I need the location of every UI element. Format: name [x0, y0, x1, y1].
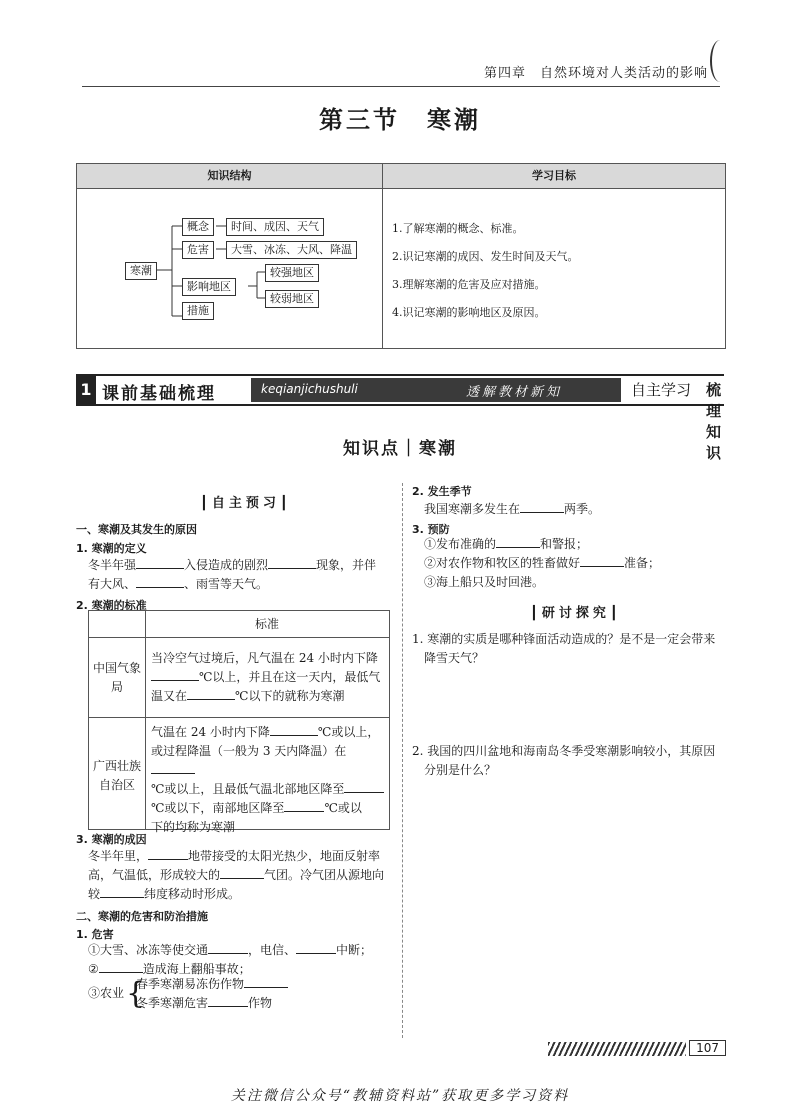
col-header-goals: 学习目标 — [383, 164, 725, 189]
discussion-question-2: 2. 我国的四川盆地和海南岛冬季受寒潮影响较小，其原因 分别是什么？ — [412, 744, 716, 777]
structure-region-strong: 较强地区 — [265, 264, 319, 282]
standard-guangxi-text: 气温在 24 小时内下降 ℃或以上， 或过程降温（一般为 3 天内降温）在 ℃或以上，且最低气温北部地区降至 ℃或以下，南部地区降至 ℃或以 下的均称为寒潮 — [151, 723, 385, 837]
structure-harm-detail: 大雪、冰冻、大风、降温 — [226, 241, 357, 259]
structure-concept: 概念 — [182, 218, 214, 236]
page-title: 第三节 寒潮 — [319, 105, 481, 134]
standard-table-org-col — [89, 611, 146, 829]
goal-item: 4.识记寒潮的影响地区及原因。 — [392, 306, 546, 319]
standard-cma-text: 当冷空气过境后，凡气温在 24 小时内下降 ℃以上，并且在这一天内，最低气 温又在 ℃以下的就称为寒潮 — [151, 651, 381, 703]
discussion-question-1: 1. 寒潮的实质是哪种锋面活动造成的？是不是一定会带来 降雪天气？ — [412, 632, 716, 665]
subheading-prevention: 3. 预防 — [412, 523, 450, 536]
subheading-definition: 1. 寒潮的定义 — [76, 542, 147, 555]
page-number-hatch-decoration — [548, 1042, 686, 1056]
harm-agriculture-label: ③农业 — [88, 986, 125, 1000]
goal-item: 2.识记寒潮的成因、发生时间及天气。 — [392, 250, 579, 263]
structure-diagram-lines — [77, 188, 382, 348]
heading-part-one: 一、寒潮及其发生的原因 — [76, 523, 197, 536]
right-section-head: ┃研讨探究┃ — [530, 606, 622, 621]
subheading-season: 2. 发生季节 — [412, 485, 472, 498]
subheading-cause: 3. 寒潮的成因 — [76, 833, 147, 846]
subheading-harm: 1. 危害 — [76, 928, 114, 941]
page-number: 107 — [689, 1040, 726, 1056]
brace-icon: { — [126, 976, 146, 1011]
banner-number: 1 — [76, 376, 96, 404]
harm-agriculture-items: 春季寒潮易冻伤作物 冬季寒潮危害 作物 — [136, 975, 288, 1013]
structure-region-weak: 较弱地区 — [265, 290, 319, 308]
left-section-head: ┃自主预习┃ — [200, 496, 292, 511]
standard-table-header: 标准 — [254, 617, 279, 631]
knowledge-table — [76, 163, 726, 349]
standard-org-guangxi: 广西壮族自治区 — [92, 759, 141, 792]
season-text: 我国寒潮多发生在 两季。 — [424, 502, 601, 516]
structure-root: 寒潮 — [125, 262, 157, 280]
goal-item: 1.了解寒潮的概念、标准。 — [392, 222, 524, 235]
standard-org-cma: 中国气象局 — [92, 661, 141, 694]
standard-table — [88, 610, 390, 834]
subheading-standard: 2. 寒潮的标准 — [76, 599, 147, 612]
column-divider — [402, 483, 403, 1038]
structure-concept-detail: 时间、成因、天气 — [226, 218, 324, 236]
footer-note: 关注微信公众号“教辅资料站”获取更多学习资料 — [230, 1088, 570, 1104]
structure-region: 影响地区 — [182, 278, 236, 296]
structure-measures: 措施 — [182, 302, 214, 320]
header-bracket-decoration — [710, 40, 730, 82]
prevention-list: ①发布准确的 和警报； ②对农作物和牧区的牲畜做好 准备； ③海上船只及时回港。 — [424, 537, 661, 589]
banner-organize: 梳理知识 — [706, 381, 722, 462]
table-divider — [382, 164, 383, 348]
structure-harm: 危害 — [182, 241, 214, 259]
banner-slogan: 透解教材新知 — [466, 385, 563, 400]
harm-list: ①大雪、冰冻等使交通 ，电信、 中断； ② 造成海上翻船事故； — [88, 943, 373, 976]
cause-text: 冬半年里， 地带接受的太阳光热少，地面反射率 高，气温低，形成较大的 气团。冷气团从源地向 较 纬度移动时形成。 — [88, 849, 385, 901]
banner-title: 课前基础梳理 — [102, 384, 216, 404]
banner-pinyin: keqianjichushuli — [261, 382, 358, 396]
banner-self-study: 自主学习 — [631, 381, 692, 399]
heading-part-two: 二、寒潮的危害和防治措施 — [76, 910, 208, 923]
chapter-header: 第四章 自然环境对人类活动的影响 — [483, 66, 708, 81]
col-header-structure: 知识结构 — [77, 164, 382, 189]
header-rule — [82, 86, 720, 87]
definition-text: 冬半年强 入侵造成的剧烈 现象，并伴 有大风、 、雨雪等天气。 — [88, 558, 377, 591]
goal-item: 3.理解寒潮的危害及应对措施。 — [392, 278, 546, 291]
knowledge-point-title: 知识点｜寒潮 — [343, 439, 457, 459]
